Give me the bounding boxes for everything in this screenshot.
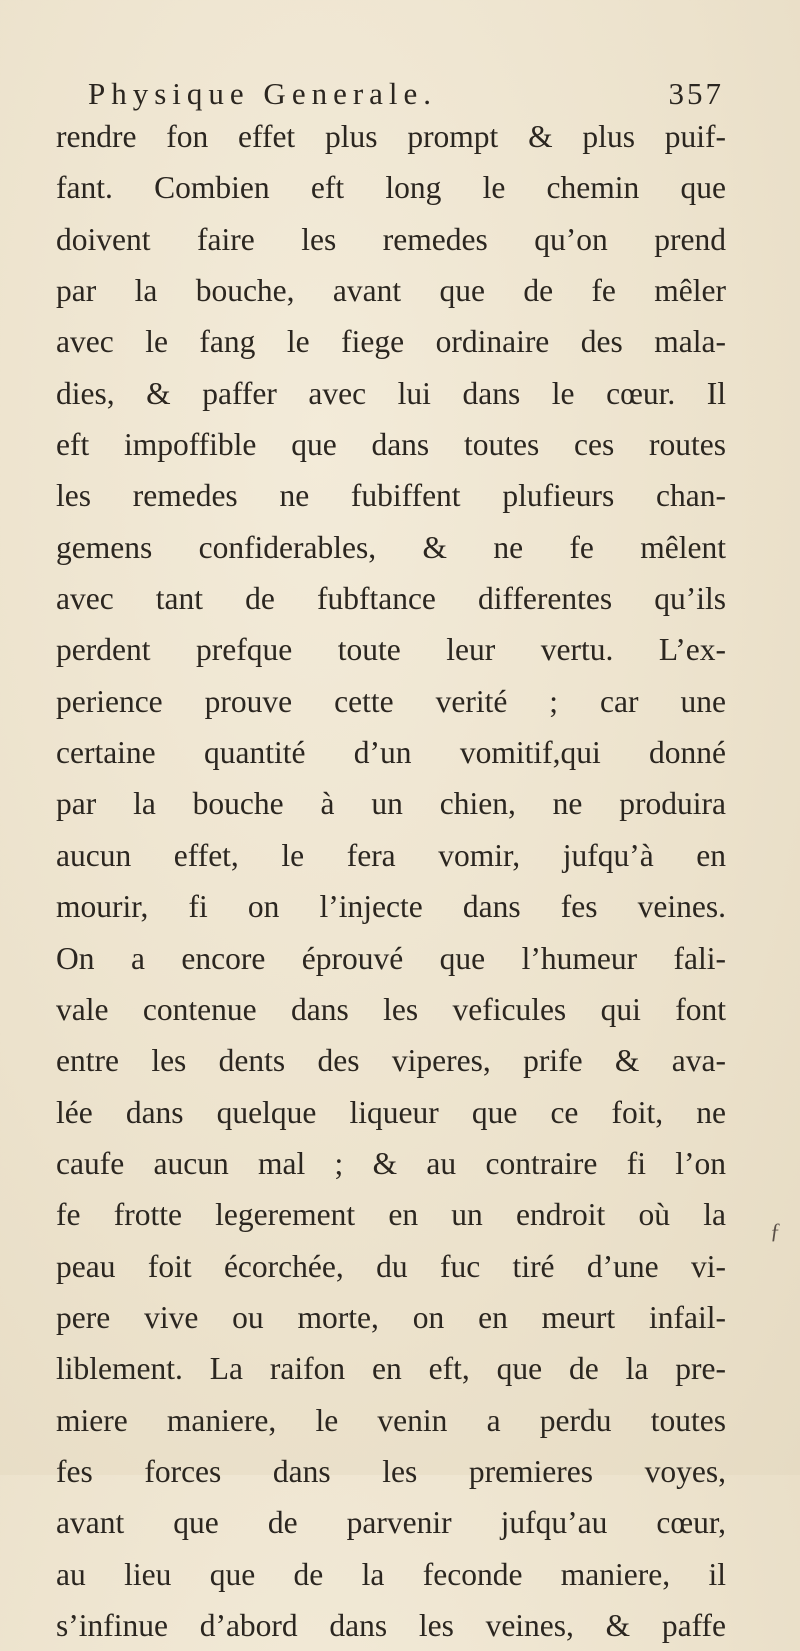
text-line: fe frotte legerement en un endroit où la	[56, 1197, 726, 1233]
text-line: rendre fon effet plus prompt & plus puif-	[56, 119, 726, 154]
text-line: caufe aucun mal ; & au contraire fi l’on	[56, 1145, 726, 1181]
text-line: fant. Combien eft long le chemin que	[56, 170, 726, 206]
text-line: perdent prefque toute leur vertu. L’ex-	[56, 632, 726, 668]
text-line: mourir, fi on l’injecte dans fes veines.	[56, 889, 726, 925]
text-line: aucun effet, le fera vomir, jufqu’à en	[56, 837, 726, 873]
text-line: fes forces dans les premieres voyes,	[56, 1453, 726, 1489]
text-line: On a encore éprouvé que l’humeur fali-	[56, 940, 726, 976]
text-line: dies, & paffer avec lui dans le cœur. Il	[56, 375, 726, 411]
text-line: doivent faire les remedes qu’on prend	[56, 221, 726, 257]
text-line: eft impoffible que dans toutes ces routes	[56, 427, 726, 463]
text-line: au lieu que de la feconde maniere, il	[56, 1556, 726, 1592]
text-line: avant que de parvenir jufqu’au cœur,	[56, 1505, 726, 1541]
margin-mark: ƒ	[770, 1218, 781, 1243]
text-line: liblement. La raifon en eft, que de la pre-	[56, 1351, 726, 1387]
text-line: certaine quantité d’un vomitif,qui donné	[56, 735, 726, 771]
text-line: les remedes ne fubiffent plufieurs chan-	[56, 478, 726, 514]
text-line: avec tant de fubftance differentes qu’ils	[56, 581, 726, 617]
text-line: miere maniere, le venin a perdu toutes	[56, 1402, 726, 1438]
text-line: gemens confiderables, & ne fe mêlent	[56, 529, 726, 565]
text-line: lée dans quelque liqueur que ce foit, ne	[56, 1094, 726, 1130]
text-line: par la bouche à un chien, ne produira	[56, 786, 726, 822]
text-line: entre les dents des viperes, prife & ava-	[56, 1043, 726, 1079]
running-head-title: Physique Generale.	[88, 76, 438, 111]
text-line: avec le fang le fiege ordinaire des mala-	[56, 324, 726, 360]
text-line: vale contenue dans les veficules qui font	[56, 991, 726, 1027]
body-text	[56, 111, 726, 1651]
text-line: s’infinue d’abord dans les veines, & paffe	[56, 1607, 726, 1643]
text-line: peau foit écorchée, du fuc tiré d’une vi-	[56, 1248, 726, 1284]
page-number: 357	[668, 76, 724, 111]
text-line: par la bouche, avant que de fe mêler	[56, 273, 726, 309]
text-line: pere vive ou morte, on en meurt infail-	[56, 1299, 726, 1335]
text-line: perience prouve cette verité ; car une	[56, 683, 726, 719]
